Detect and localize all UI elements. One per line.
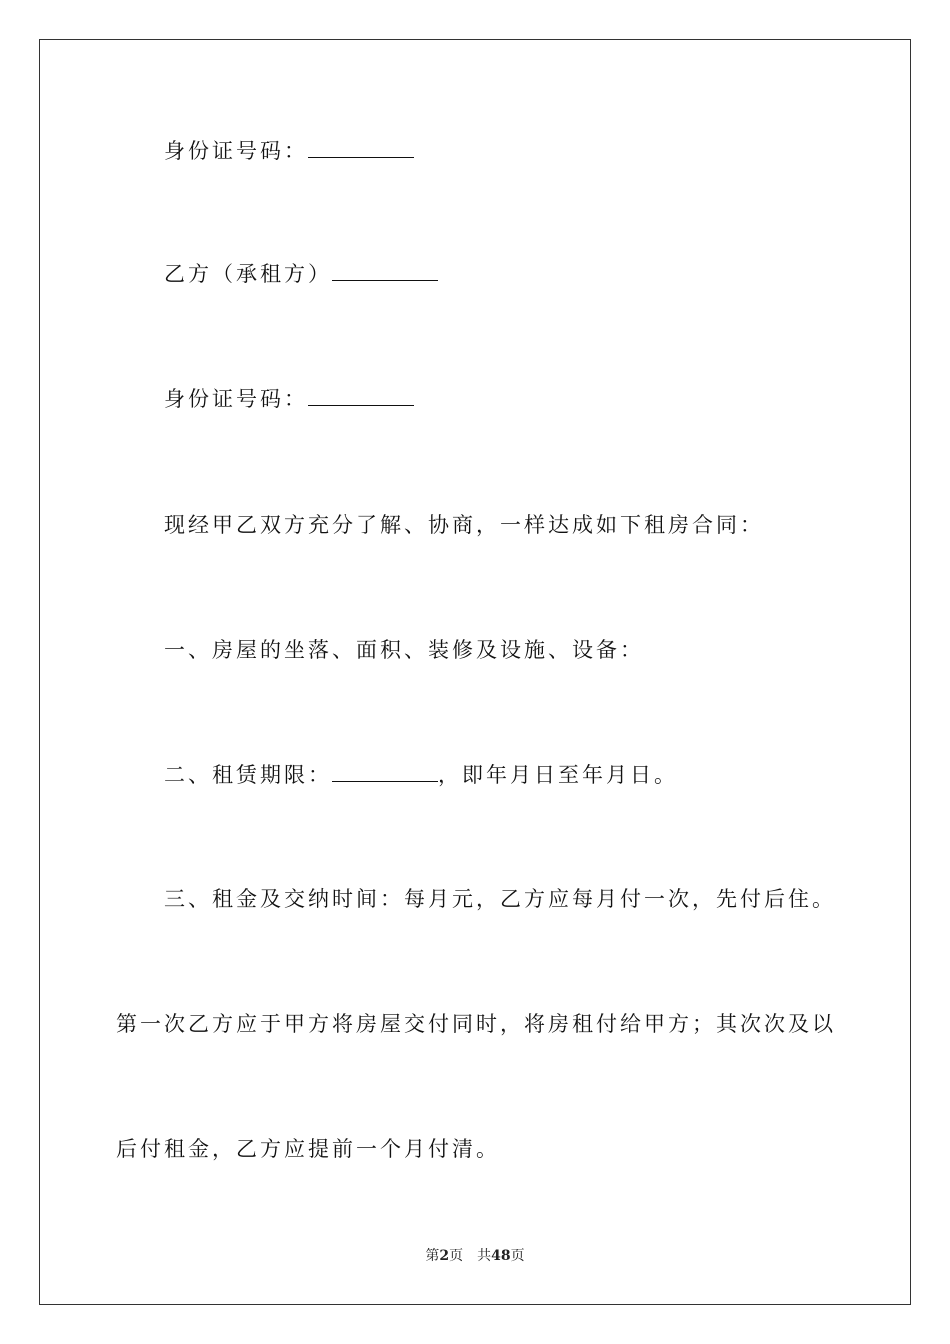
total-label-post: 页 — [510, 1248, 525, 1264]
lease-term-label: 二、租赁期限： — [164, 763, 332, 787]
id-number-label: 身份证号码： — [164, 387, 308, 411]
id-number-blank[interactable] — [308, 385, 414, 406]
clause-1-heading: 一、房屋的坐落、面积、装修及设施、设备： — [164, 638, 644, 662]
total-label-pre: 共 — [477, 1248, 492, 1264]
page-footer — [0, 1246, 950, 1266]
agreement-intro: 现经甲乙双方充分了解、协商，一样达成如下租房合同： — [164, 513, 764, 537]
clause-3-rent: 三、租金及交纳时间：每月元，乙方应每月付一次，先付后住。 — [164, 887, 836, 911]
page-border — [39, 39, 911, 1305]
lease-term-dates: ，即年月日至年月日。 — [438, 763, 678, 787]
lease-term-blank[interactable] — [332, 761, 438, 782]
tenant-line — [164, 260, 438, 288]
total-pages: 48 — [491, 1248, 511, 1264]
page-number: 2 — [439, 1248, 450, 1264]
tenant-blank[interactable] — [332, 260, 438, 281]
id-number-label: 身份证号码： — [164, 139, 308, 163]
id-number-line-landlord — [164, 137, 414, 165]
page-label-pre: 第 — [425, 1248, 440, 1264]
tenant-label: 乙方（承租方） — [164, 262, 332, 286]
clause-2-lease-term — [164, 761, 678, 789]
clause-3-rent-continued: 第一次乙方应于甲方将房屋交付同时，将房租付给甲方；其次次及以 — [116, 1012, 836, 1036]
clause-3-rent-final: 后付租金，乙方应提前一个月付清。 — [116, 1137, 500, 1161]
id-number-line-tenant — [164, 385, 414, 413]
id-number-blank[interactable] — [308, 137, 414, 158]
page-label-post: 页 — [449, 1248, 464, 1264]
